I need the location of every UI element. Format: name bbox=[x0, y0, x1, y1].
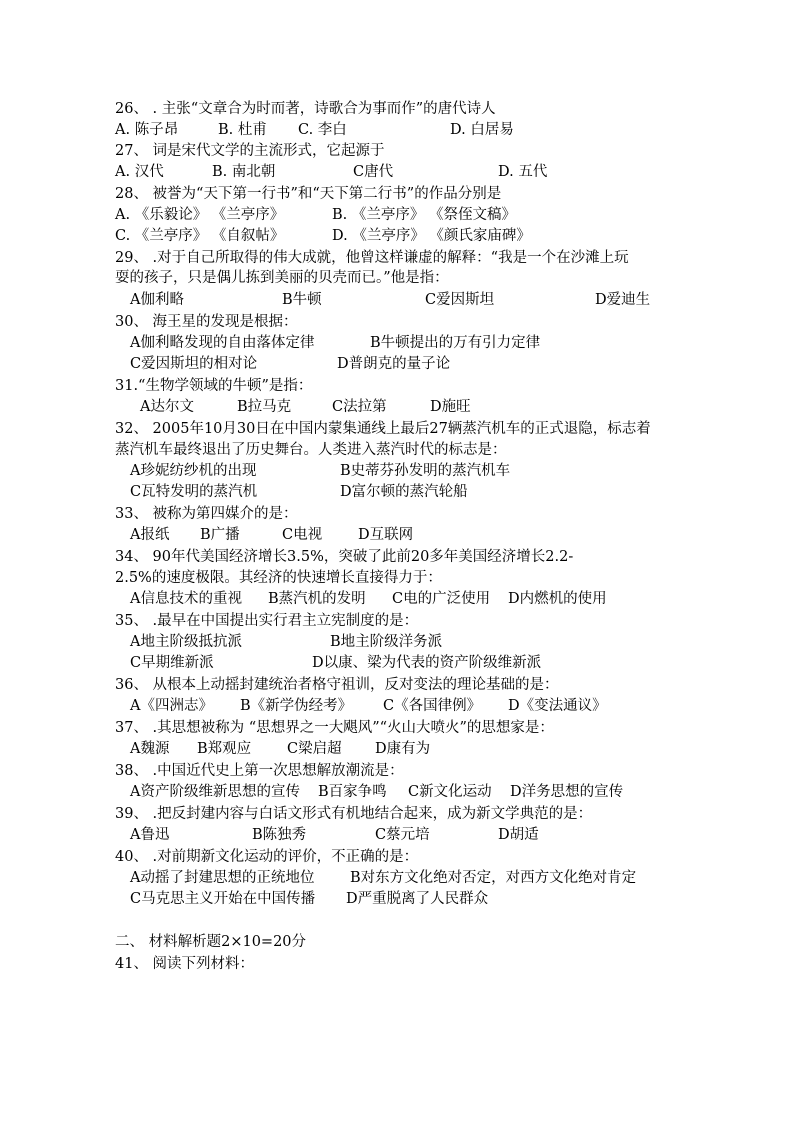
option: A魏源 bbox=[130, 741, 170, 757]
option: A信息技术的重视 bbox=[130, 591, 242, 607]
option: D富尔顿的蒸汽轮船 bbox=[340, 484, 468, 500]
option: C马克思主义开始在中国传播 bbox=[130, 891, 316, 907]
option: D《变法通议》 bbox=[508, 698, 607, 714]
option: C梁启超 bbox=[287, 741, 342, 757]
option: A地主阶级抵抗派 bbox=[130, 634, 242, 650]
question-31-stem: 31.“生物学领域的牛顿”是指： bbox=[115, 378, 313, 394]
question-38-stem: 38、 .中国近代史上第一次思想解放潮流是： bbox=[115, 763, 404, 779]
option: A. 汉代 bbox=[115, 164, 164, 180]
question-29-stem: 29、 .对于自己所取得的伟大成就，他曾这样谦虚的解释：“我是一个在沙滩上玩 bbox=[115, 250, 629, 266]
option: A伽利略发现的自由落体定律 bbox=[130, 335, 315, 351]
option: C瓦特发明的蒸汽机 bbox=[130, 484, 258, 500]
option: C唐代 bbox=[353, 164, 394, 180]
option: D. 白居易 bbox=[450, 122, 514, 138]
question-32-stem-cont: 蒸汽机车最终退出了历史舞台。人类进入蒸汽时代的标志是： bbox=[115, 442, 507, 458]
option: B对东方文化绝对否定，对西方文化绝对肯定 bbox=[350, 870, 637, 886]
option: D洋务思想的宣传 bbox=[510, 784, 624, 800]
question-41-stem: 41、 阅读下列材料： bbox=[115, 956, 255, 972]
option: C电视 bbox=[282, 527, 323, 543]
option: D爱迪生 bbox=[595, 292, 651, 308]
option: A资产阶级维新思想的宣传 bbox=[130, 784, 300, 800]
option: B郑观应 bbox=[197, 741, 252, 757]
option: B牛顿提出的万有引力定律 bbox=[370, 335, 541, 351]
option: A达尔文 bbox=[140, 399, 194, 415]
option: B. 《兰亭序》 《祭侄文稿》 bbox=[332, 207, 516, 223]
option: D施旺 bbox=[430, 399, 471, 415]
option: B牛顿 bbox=[282, 292, 322, 308]
option: B. 杜甫 bbox=[218, 122, 267, 138]
option: B. 南北朝 bbox=[212, 164, 276, 180]
option: D胡适 bbox=[498, 827, 539, 843]
option: A《四洲志》 bbox=[130, 698, 213, 714]
option: C. 李白 bbox=[298, 122, 347, 138]
question-30-stem: 30、 海王星的发现是根据： bbox=[115, 314, 298, 330]
option: B拉马克 bbox=[237, 399, 292, 415]
question-29-stem-cont: 耍的孩子，只是偶儿拣到美丽的贝壳而已。”他是指： bbox=[115, 270, 449, 286]
option: A鲁迅 bbox=[130, 827, 170, 843]
option: B广播 bbox=[200, 527, 240, 543]
question-35-stem: 35、 .最早在中国提出实行君主立宪制度的是： bbox=[115, 613, 419, 629]
question-28-stem: 28、 被誉为“天下第一行书”和“天下第二行书”的作品分别是 bbox=[115, 186, 502, 202]
option: A伽利略 bbox=[130, 292, 184, 308]
option: B史蒂芬孙发明的蒸汽机车 bbox=[340, 463, 511, 479]
option: D严重脱离了人民群众 bbox=[346, 891, 489, 907]
question-39-stem: 39、 .把反封建内容与白话文形式有机地结合起来，成为新文学典范的是： bbox=[115, 806, 593, 822]
option: C《各国律例》 bbox=[383, 698, 482, 714]
question-34-stem: 34、 90年代美国经济增长3.5%，突破了此前20多年美国经济增长2.2- bbox=[115, 549, 574, 565]
question-34-stem-cont: 2.5%的速度极限。其经济的快速增长直接得力于： bbox=[115, 570, 442, 586]
option: D内燃机的使用 bbox=[508, 591, 607, 607]
option: A动摇了封建思想的正统地位 bbox=[130, 870, 315, 886]
option: B百家争鸣 bbox=[318, 784, 387, 800]
question-40-stem: 40、 .对前期新文化运动的评价，不正确的是： bbox=[115, 849, 419, 865]
question-36-stem: 36、 从根本上动摇封建统治者格守祖训，反对变法的理论基础的是： bbox=[115, 677, 559, 693]
option: B地主阶级洋务派 bbox=[330, 634, 443, 650]
option: D. 五代 bbox=[498, 164, 548, 180]
option: D普朗克的量子论 bbox=[337, 356, 451, 372]
option: A. 《乐毅论》 《兰亭序》 bbox=[115, 207, 285, 223]
question-33-stem: 33、 被称为第四媒介的是： bbox=[115, 506, 298, 522]
option: C爱因斯坦 bbox=[425, 292, 495, 308]
option: D. 《兰亭序》 《颜氏家庙碑》 bbox=[332, 228, 531, 244]
option: C法拉第 bbox=[332, 399, 387, 415]
question-32-stem: 32、 2005年10月30日在中国内蒙集通线上最后27辆蒸汽机车的正式退隐，标志着 bbox=[115, 421, 651, 437]
option: A珍妮纺纱机的出现 bbox=[130, 463, 257, 479]
option: C新文化运动 bbox=[408, 784, 492, 800]
option: C蔡元培 bbox=[375, 827, 430, 843]
option: C早期维新派 bbox=[130, 655, 214, 671]
option: D以康、梁为代表的资产阶级维新派 bbox=[312, 655, 542, 671]
question-37-stem: 37、 .其思想被称为 “思想界之一大飓风”“火山大喷火”的思想家是： bbox=[115, 720, 554, 736]
option: B蒸汽机的发明 bbox=[268, 591, 366, 607]
option: B陈独秀 bbox=[252, 827, 307, 843]
option: D互联网 bbox=[358, 527, 414, 543]
option: D康有为 bbox=[375, 741, 431, 757]
option: B《新学伪经考》 bbox=[240, 698, 353, 714]
question-27-stem: 27、 词是宋代文学的主流形式，它起源于 bbox=[115, 143, 385, 159]
option: C电的广泛使用 bbox=[392, 591, 491, 607]
option: A报纸 bbox=[130, 527, 170, 543]
section-2-heading: 二、 材料解析题2×10=20分 bbox=[115, 934, 307, 950]
option: C. 《兰亭序》 《自叙帖》 bbox=[115, 228, 285, 244]
option: A. 陈子昂 bbox=[115, 122, 179, 138]
option: C爱因斯坦的相对论 bbox=[130, 356, 258, 372]
question-26-stem: 26、 . 主张“文章合为时而著，诗歌合为事而作”的唐代诗人 bbox=[115, 101, 496, 117]
